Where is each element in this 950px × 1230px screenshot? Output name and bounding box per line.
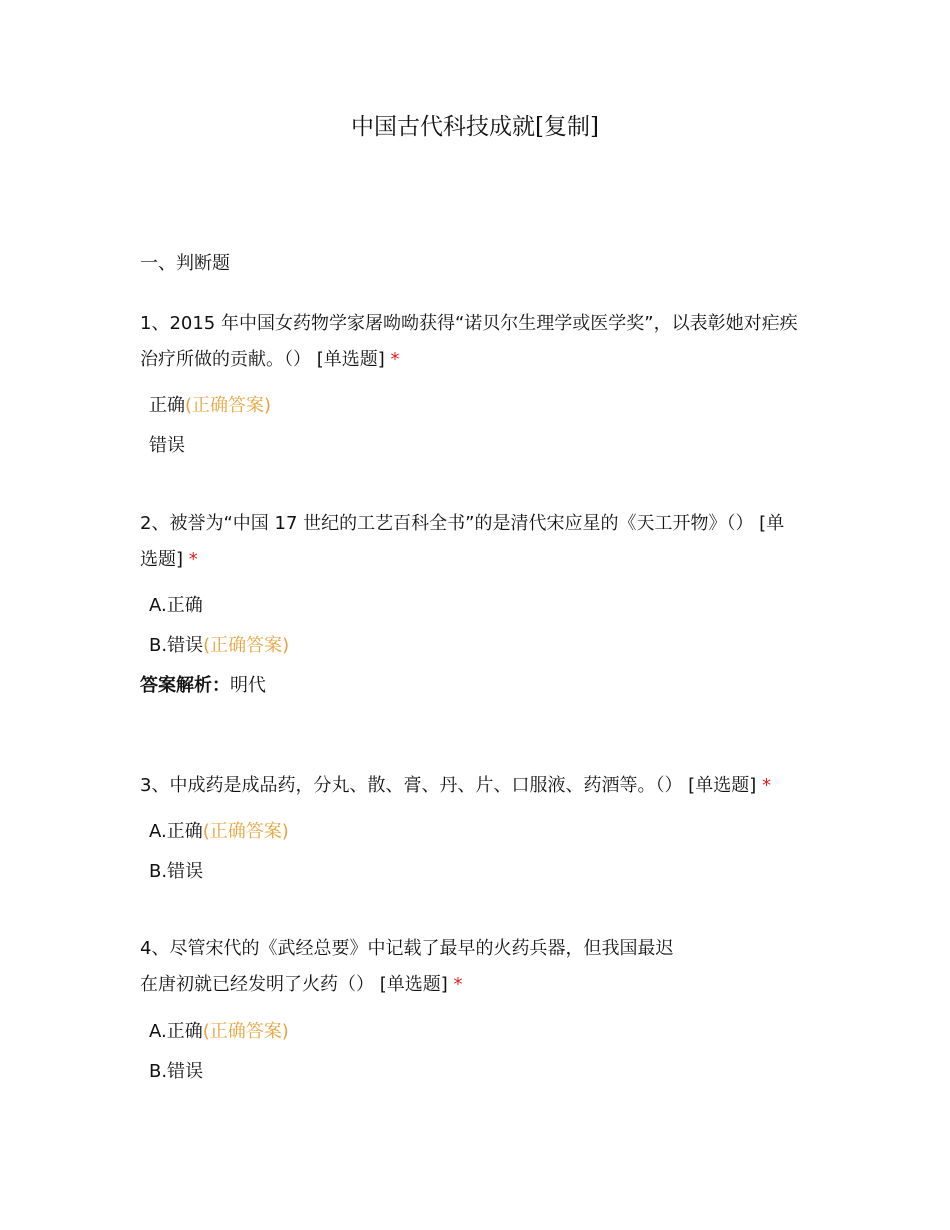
answer-analysis [140, 672, 266, 700]
required-mark: * [188, 549, 198, 570]
question-1 [140, 306, 820, 378]
question-3-option-a[interactable] [149, 818, 289, 846]
question-1-line-2-text: 治疗所做的贡献。（） [单选题] [140, 349, 385, 370]
question-2-option-a[interactable] [149, 592, 203, 620]
option-label: A.正确 [149, 1021, 203, 1042]
question-2-option-b[interactable] [149, 632, 289, 660]
question-4-line-1: 4、尽管宋代的《武经总要》中记载了最早的火药兵器，但我国最迟 [140, 938, 674, 959]
section-heading: 一、判断题 [140, 253, 230, 274]
question-2-line-2-text: 选题] [140, 549, 184, 570]
question-3-option-b[interactable] [149, 858, 203, 886]
analysis-text: 明代 [230, 675, 266, 696]
required-mark: * [761, 775, 771, 796]
question-3-line-1-text: 3、中成药是成品药，分丸、散、膏、丹、片、口服液、药酒等。（） [单选题] [140, 775, 757, 796]
question-2-line-1: 2、被誉为“中国 17 世纪的工艺百科全书”的是清代宋应星的《天工开物》（） [单 [140, 513, 785, 534]
analysis-label: 答案解析： [140, 675, 230, 696]
question-1-option-2[interactable] [149, 432, 185, 460]
option-label: A.正确 [149, 821, 203, 842]
option-label: B.错误 [149, 1061, 204, 1082]
correct-answer-tag: (正确答案) [203, 635, 290, 656]
question-4-line-2 [140, 967, 820, 1003]
option-label: A.正确 [149, 595, 203, 616]
question-4-line-2-text: 在唐初就已经发明了火药（） [单选题] [140, 974, 448, 995]
option-label: B.错误 [149, 635, 204, 656]
required-mark: * [453, 974, 463, 995]
question-3 [140, 768, 820, 804]
question-2-line-2 [140, 542, 820, 578]
question-1-line-1: 1、2015 年中国女药物学家屠呦呦获得“诺贝尔生理学或医学奖”，以表彰她对疟疾 [140, 313, 798, 334]
option-label: B.错误 [149, 861, 204, 882]
option-label: 正确 [149, 395, 185, 416]
required-mark: * [390, 349, 400, 370]
question-2 [140, 506, 820, 578]
question-3-line-1 [140, 768, 820, 804]
question-4-option-a[interactable] [149, 1018, 289, 1046]
question-4 [140, 931, 820, 1003]
correct-answer-tag: (正确答案) [202, 821, 289, 842]
question-4-option-b[interactable] [149, 1058, 203, 1086]
question-1-line-2 [140, 342, 820, 378]
option-label: 错误 [149, 435, 185, 456]
question-1-option-1[interactable] [149, 392, 271, 420]
page-title: 中国古代科技成就[复制] [351, 114, 599, 140]
correct-answer-tag: (正确答案) [202, 1021, 289, 1042]
correct-answer-tag: (正确答案) [185, 395, 272, 416]
